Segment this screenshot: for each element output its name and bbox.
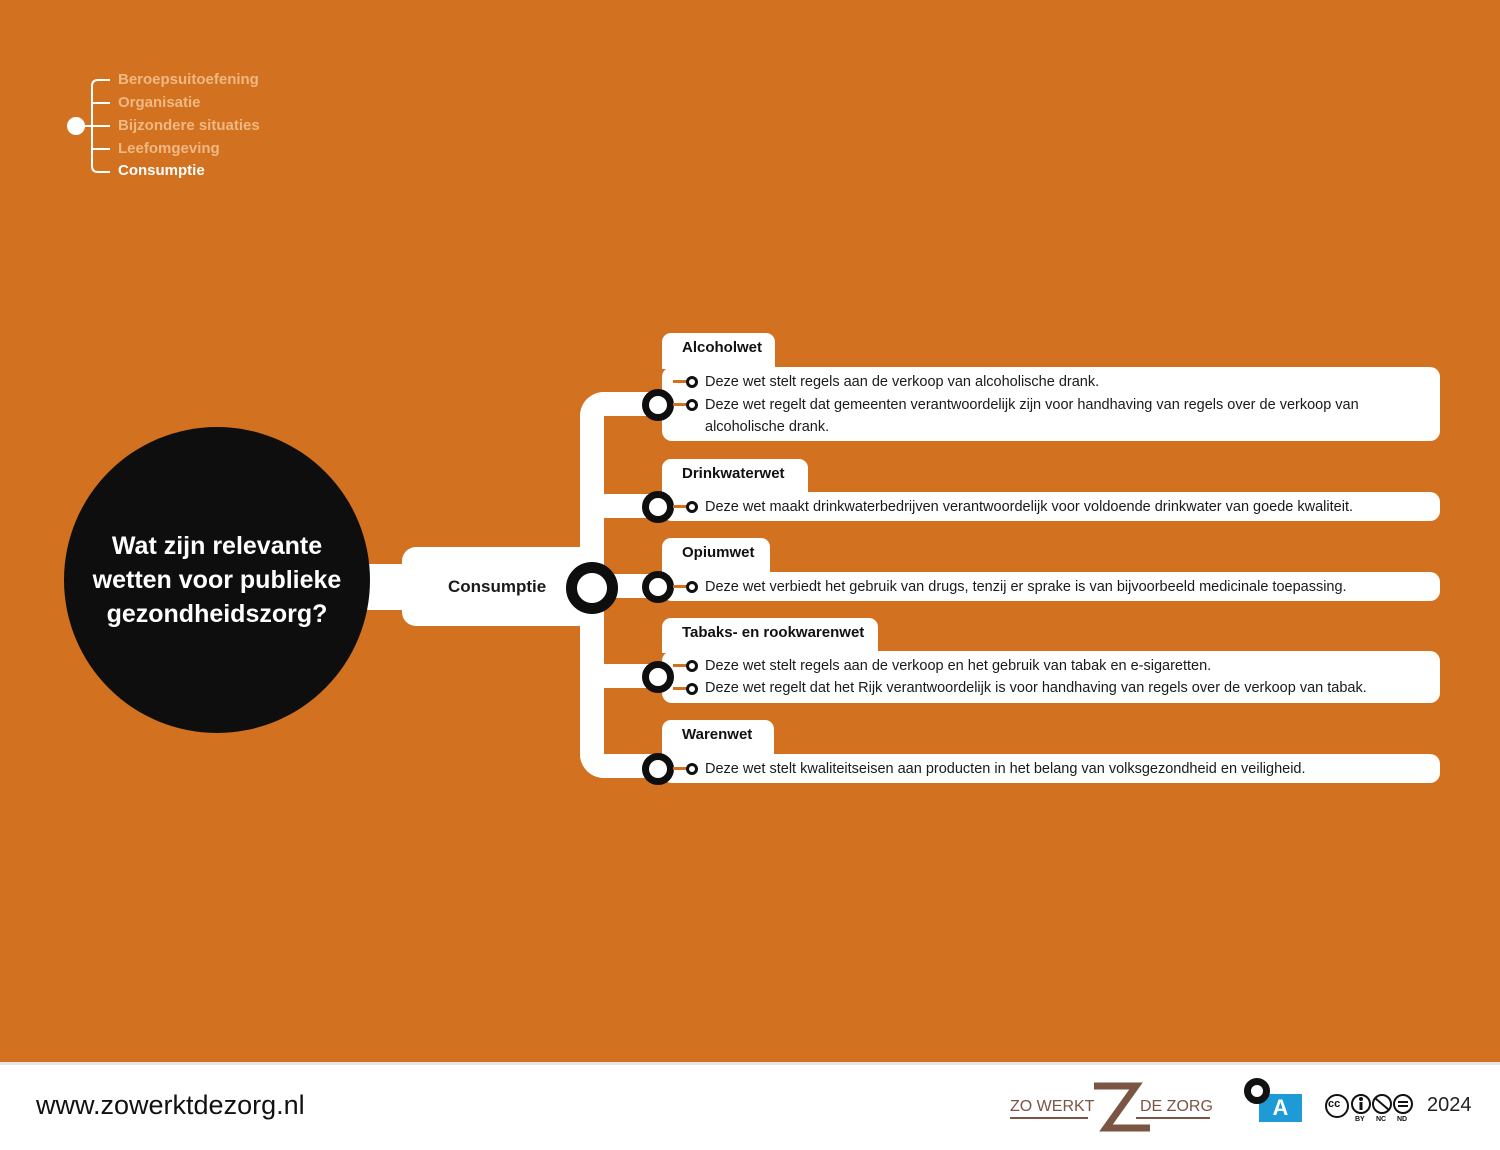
branch-title-alcoholwet: Alcoholwet: [662, 333, 775, 369]
bullet-icon: [686, 581, 698, 593]
bullet-icon: [686, 399, 698, 411]
branch-node-icon: [642, 661, 674, 693]
main-question-text: Wat zijn relevante wetten voor publieke gezondheidszorg?: [92, 532, 342, 628]
topic-label: Consumptie: [448, 577, 547, 596]
logo-text-right: DE ZORG: [1140, 1098, 1213, 1115]
list-item: alcoholische drank.: [705, 419, 830, 435]
list-item: Deze wet stelt kwaliteitseisen aan producten in het belang van volksgezondheid en veiligheid.: [705, 761, 1306, 777]
branch-title-drinkwaterwet: Drinkwaterwet: [662, 459, 808, 494]
bullet-icon: [686, 763, 698, 775]
nav-item-organisatie[interactable]: Organisatie: [118, 94, 201, 111]
branch-title-tabakswet: Tabaks- en rookwarenwet: [662, 618, 878, 653]
list-item: Deze wet regelt dat gemeenten verantwoordelijk zijn voor handhaving van regels over de verkoop van: [705, 397, 1359, 413]
list-item: Deze wet stelt regels aan de verkoop en het gebruik van tabak en e-sigaretten.: [705, 658, 1212, 674]
branch-node-icon: [642, 389, 674, 421]
nav-tree-icon: [62, 74, 122, 178]
hub-ring-icon: [566, 562, 618, 614]
logo-text-left: ZO WERKT: [1010, 1098, 1095, 1115]
bullet-icon: [686, 683, 698, 695]
nav-item-leefomgeving[interactable]: Leefomgeving: [118, 140, 220, 157]
badge-ring-icon: [1244, 1078, 1270, 1104]
nav-item-consumptie[interactable]: Consumptie: [118, 162, 205, 179]
cc-nd-label: ND: [1397, 1116, 1408, 1123]
list-item: Deze wet maakt drinkwaterbedrijven verantwoordelijk voor voldoende drinkwater van goede kwaliteit.: [705, 499, 1353, 515]
branch-node-icon: [642, 491, 674, 523]
cc-label: cc: [1328, 1098, 1341, 1110]
bullet-icon: [686, 501, 698, 513]
branch-title-warenwet: Warenwet: [662, 720, 774, 756]
bullet-icon: [686, 660, 698, 672]
footer-divider: [0, 1062, 1500, 1065]
list-item: Deze wet regelt dat het Rijk verantwoordelijk is voor handhaving van regels over de verkoop van tabak.: [705, 680, 1367, 696]
branch-title-opiumwet: Opiumwet: [662, 538, 770, 574]
zowerktdezorg-logo: [1008, 1080, 1213, 1136]
bullet-icon: [686, 376, 698, 388]
cc-license-icon: [1324, 1092, 1414, 1126]
cc-nc-label: NC: [1376, 1116, 1387, 1123]
main-question-circle: [64, 427, 370, 733]
list-item: Deze wet verbiedt het gebruik van drugs, tenzij er sprake is van bijvoorbeeld medicinale toepassing.: [705, 579, 1347, 595]
branch-node-icon: [642, 571, 674, 603]
list-item: Deze wet stelt regels aan de verkoop van alcoholische drank.: [705, 374, 1100, 390]
footer-year: 2024: [1427, 1094, 1472, 1116]
badge-letter: A: [1259, 1094, 1302, 1122]
nav-item-bijzondere-situaties[interactable]: Bijzondere situaties: [118, 117, 260, 134]
a-badge-logo: [1244, 1078, 1304, 1124]
nav-item-beroepsuitoefening[interactable]: Beroepsuitoefening: [118, 71, 259, 88]
branch-node-icon: [642, 753, 674, 785]
website-link[interactable]: www.zowerktdezorg.nl: [36, 1090, 305, 1120]
cc-by-label: BY: [1355, 1116, 1365, 1123]
